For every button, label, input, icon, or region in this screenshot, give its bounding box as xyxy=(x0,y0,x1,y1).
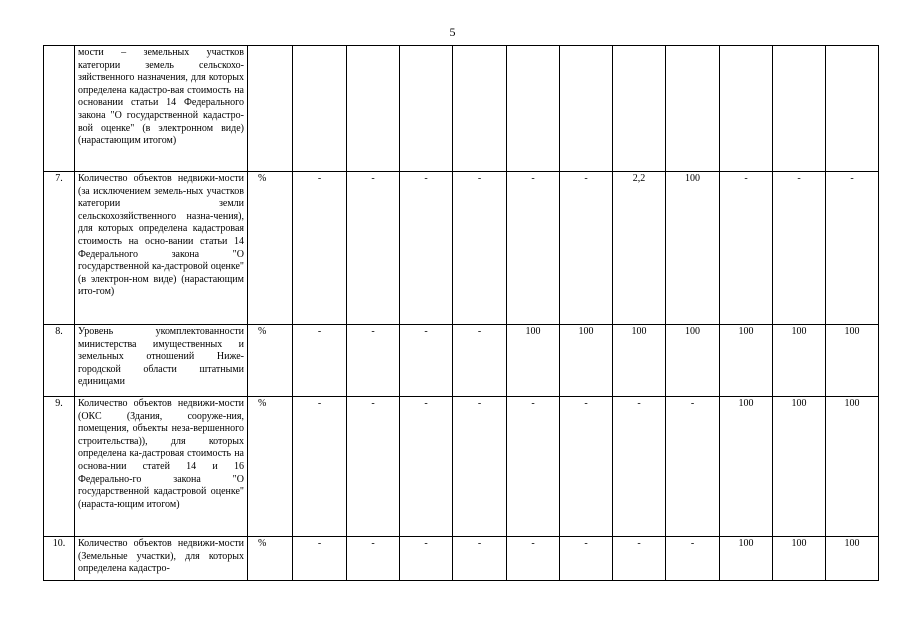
value-cell: - xyxy=(453,172,507,325)
unit-cell: % xyxy=(248,397,293,537)
value-cell xyxy=(773,46,826,172)
value-cell: 100 xyxy=(773,325,826,397)
value-cell xyxy=(666,46,720,172)
value-cell: - xyxy=(666,537,720,581)
value-cell: - xyxy=(507,537,560,581)
table-row xyxy=(44,46,879,172)
value-cell xyxy=(613,46,666,172)
indicator-description-cell: Уровень укомплектованности министерства имущественных и земельных отношений Ниже-городской области штатными единицами xyxy=(75,325,248,397)
value-cell xyxy=(293,46,347,172)
indicator-description-cell: мости – земельных участков категории земель сельскохо-зяйственного назначения, для которых определена кадастро-вая стоимость на основании статьи 14 Федерального закона "О государственной кадастро-вой оценке" (в электронном виде) (нарастающим итогом) xyxy=(75,46,248,172)
value-cell: - xyxy=(400,397,453,537)
value-cell: - xyxy=(347,397,400,537)
unit-cell xyxy=(248,46,293,172)
value-cell: - xyxy=(293,397,347,537)
table-row xyxy=(44,172,879,325)
value-cell: - xyxy=(400,325,453,397)
value-cell: - xyxy=(293,325,347,397)
row-number-cell: 7. xyxy=(44,172,75,325)
value-cell: - xyxy=(400,537,453,581)
value-cell: 100 xyxy=(507,325,560,397)
value-cell: - xyxy=(720,172,773,325)
value-cell: - xyxy=(507,397,560,537)
value-cell: - xyxy=(507,172,560,325)
value-cell: 100 xyxy=(826,397,879,537)
value-cell: 100 xyxy=(560,325,613,397)
value-cell: - xyxy=(293,537,347,581)
value-cell xyxy=(560,46,613,172)
value-cell: - xyxy=(560,172,613,325)
unit-cell: % xyxy=(248,325,293,397)
value-cell: 100 xyxy=(720,325,773,397)
value-cell: 100 xyxy=(720,537,773,581)
unit-cell: % xyxy=(248,172,293,325)
value-cell xyxy=(400,46,453,172)
value-cell: 2,2 xyxy=(613,172,666,325)
value-cell: - xyxy=(347,537,400,581)
value-cell: - xyxy=(613,537,666,581)
value-cell: 100 xyxy=(720,397,773,537)
value-cell: 100 xyxy=(826,537,879,581)
value-cell: - xyxy=(347,172,400,325)
value-cell: - xyxy=(666,397,720,537)
page-number: 5 xyxy=(449,25,456,39)
value-cell: - xyxy=(560,397,613,537)
value-cell xyxy=(826,46,879,172)
value-cell xyxy=(347,46,400,172)
indicators-table xyxy=(43,45,879,581)
row-number-cell xyxy=(44,46,75,172)
value-cell: - xyxy=(293,172,347,325)
value-cell xyxy=(507,46,560,172)
value-cell: 100 xyxy=(773,537,826,581)
value-cell xyxy=(453,46,507,172)
value-cell: - xyxy=(453,397,507,537)
row-number-cell: 9. xyxy=(44,397,75,537)
value-cell: - xyxy=(400,172,453,325)
unit-cell: % xyxy=(248,537,293,581)
value-cell: 100 xyxy=(773,397,826,537)
indicator-description-cell: Количество объектов недвижи-мости (ОКС (Здания, сооруже-ния, помещения, объекты неза-вершенного строительства)), для которых определена ка-дастровая стоимость на основа-нии статей 14 и 16 Федерально-го закона "О государственной кадастровой оценке" (нараста-ющим итогом) xyxy=(75,397,248,537)
value-cell: - xyxy=(347,325,400,397)
value-cell: - xyxy=(773,172,826,325)
value-cell: 100 xyxy=(613,325,666,397)
table-row xyxy=(44,537,879,581)
row-number-cell: 8. xyxy=(44,325,75,397)
value-cell: 100 xyxy=(666,325,720,397)
value-cell: - xyxy=(453,325,507,397)
table-row xyxy=(44,397,879,537)
value-cell: - xyxy=(560,537,613,581)
indicator-description-cell: Количество объектов недвижи-мости (за исключением земель-ных участков категории земли сельскохозяйственного назна-чения), для которых определена кадастровая стоимость на осно-вании статьи 14 Федерального закона "О государственной ка-дастровой оценке" (в электрон-ном виде) (нарастающим ито-гом) xyxy=(75,172,248,325)
table-row xyxy=(44,325,879,397)
indicator-description-cell: Количество объектов недвижи-мости (Земельные участки), для которых определена кадастро- xyxy=(75,537,248,581)
value-cell: 100 xyxy=(666,172,720,325)
value-cell xyxy=(720,46,773,172)
value-cell: - xyxy=(613,397,666,537)
value-cell: - xyxy=(453,537,507,581)
value-cell: 100 xyxy=(826,325,879,397)
value-cell: - xyxy=(826,172,879,325)
row-number-cell: 10. xyxy=(44,537,75,581)
